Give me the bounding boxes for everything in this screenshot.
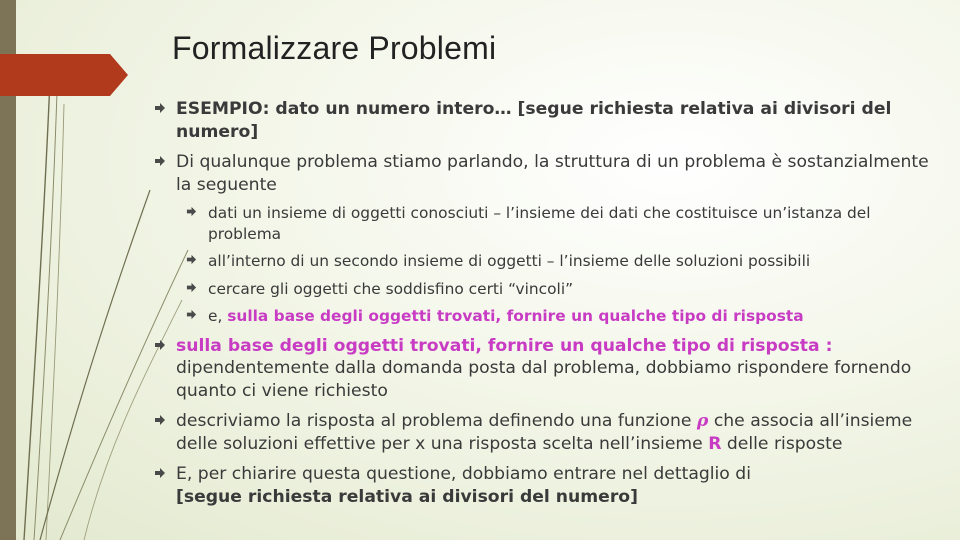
bullet-text: dati un insieme di oggetti conosciuti – l’insieme dei dati che costituisce un’istanza del problema (208, 204, 871, 243)
slide-content (148, 90, 938, 508)
subbullet-vincoli (148, 279, 938, 300)
subbullet-risposta (148, 306, 938, 327)
arrow-bullet-icon (154, 467, 166, 479)
arrow-bullet-icon (186, 206, 197, 217)
page-title: Formalizzare Problemi (172, 30, 497, 66)
bullet-text: descriviamo la risposta al problema definendo una funzione (176, 411, 697, 431)
arrow-bullet-icon (186, 309, 197, 320)
set-r-symbol: R (708, 433, 722, 454)
bullet-structure (148, 151, 938, 196)
bullet-funzione (148, 410, 938, 455)
bullet-text: cercare gli oggetti che soddisfino certi “vincoli” (208, 279, 574, 298)
bullet-highlight-text: sulla base degli oggetti trovati, fornire un qualche tipo di risposta : (176, 335, 833, 356)
bullet-text: che associa all’insieme delle soluzioni effettive per x una risposta scelta nell’insieme (176, 411, 913, 454)
subbullet-soluzioni (148, 251, 938, 272)
arrow-bullet-icon (154, 414, 166, 426)
bullet-text: dipendentemente dalla domanda posta dal problema, dobbiamo rispondere fornendo quanto ci viene richiesto (176, 358, 912, 401)
bullet-highlight-text: sulla base degli oggetti trovati, fornire un qualche tipo di risposta (227, 307, 804, 325)
rho-symbol: ρ (696, 411, 709, 431)
bullet-text: ESEMPIO: dato un numero intero… [segue richiesta relativa ai divisori del numero] (176, 99, 892, 142)
arrow-bullet-icon (186, 282, 197, 293)
bullet-bold-text: [segue richiesta relativa ai divisori del numero] (176, 486, 638, 507)
arrow-bullet-icon (154, 102, 166, 114)
bullet-text: e, (208, 307, 228, 325)
bullet-text: all’interno di un secondo insieme di oggetti – l’insieme delle soluzioni possibili (208, 252, 811, 270)
bullet-text: E, per chiarire questa questione, dobbiamo entrare nel dettaglio di (176, 464, 751, 484)
bullet-text: delle risposte (721, 433, 843, 454)
bullet-chiarire (148, 463, 938, 508)
arrow-bullet-icon (154, 155, 166, 167)
bullet-text: Di qualunque problema stiamo parlando, la struttura di un problema è sostanzialmente la seguente (176, 152, 929, 195)
bullet-esempio (148, 98, 938, 143)
subbullet-dati (148, 203, 938, 244)
title-accent-tab (0, 54, 128, 96)
arrow-bullet-icon (186, 254, 197, 265)
arrow-bullet-icon (154, 339, 166, 351)
bullet-risposta (148, 335, 938, 403)
